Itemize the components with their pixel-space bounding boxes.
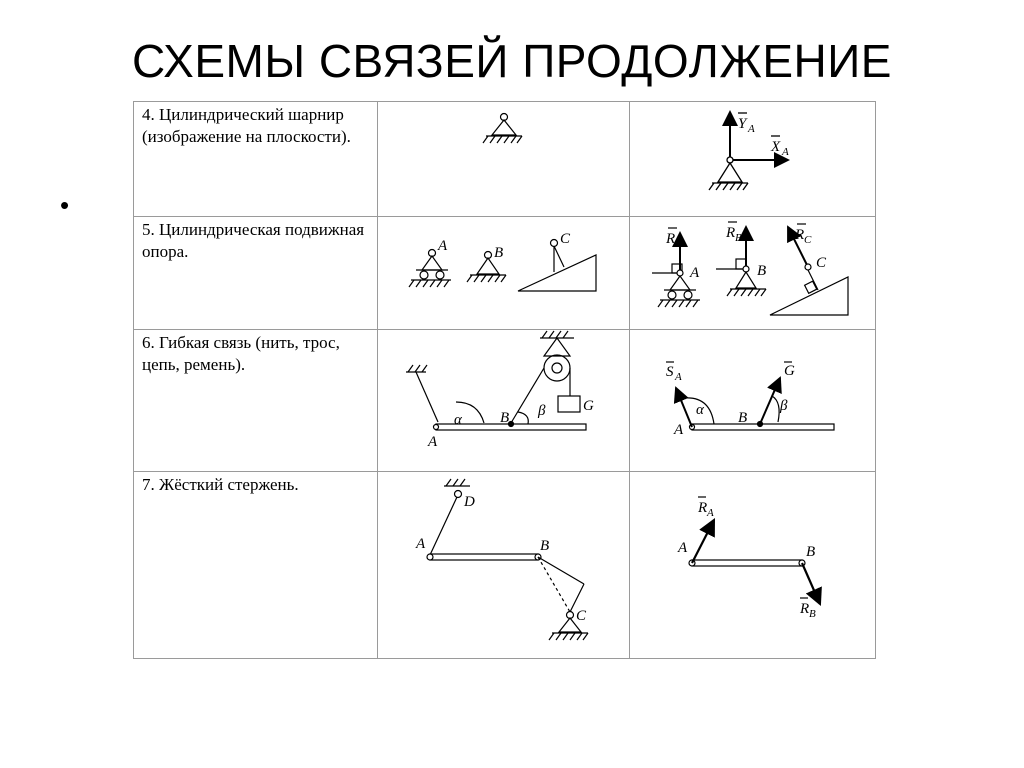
table-row	[134, 217, 876, 330]
reaction-point-a: A	[690, 265, 700, 281]
scheme-cell	[378, 330, 630, 472]
scheme-label-b: B	[500, 410, 510, 426]
reaction-label-y: Y	[738, 116, 747, 132]
roller-support-scheme	[378, 217, 629, 329]
scheme-label-a: A	[438, 238, 448, 254]
scheme-label-beta: β	[538, 403, 546, 419]
scheme-cell	[378, 472, 630, 659]
reaction-point-b: B	[806, 544, 816, 560]
row-description: 6. Гибкая связь (нить, трос, цепь, ремень).	[142, 333, 340, 374]
scheme-label-d: D	[464, 494, 475, 510]
pin-joint-reactions	[630, 102, 875, 216]
rigid-rod-scheme	[378, 472, 629, 658]
reaction-label-a: R	[666, 231, 676, 247]
scheme-label-a: A	[416, 536, 426, 552]
reaction-label-beta: β	[780, 398, 788, 414]
reaction-label-ra: R	[698, 500, 708, 516]
table-row	[134, 102, 876, 217]
reaction-cell	[630, 102, 876, 217]
row-description: 5. Цилиндрическая подвижная опора.	[142, 220, 365, 261]
table-row	[134, 472, 876, 659]
reaction-sub-b: B	[735, 232, 742, 244]
row-description: 7. Жёсткий стержень.	[142, 475, 299, 494]
scheme-label-c: C	[560, 231, 571, 247]
reaction-point-a: A	[674, 422, 684, 438]
scheme-label-a: A	[428, 434, 438, 450]
scheme-cell	[378, 217, 630, 330]
reaction-sub-c: C	[804, 234, 812, 246]
scheme-cell	[378, 102, 630, 217]
reaction-label-b: R	[726, 225, 736, 241]
reaction-label-rb: R	[800, 601, 810, 617]
flexible-link-reactions	[630, 330, 875, 471]
bullet-point: •	[60, 190, 70, 220]
scheme-label-g: G	[583, 398, 594, 414]
reaction-label-c: R	[795, 227, 805, 243]
reaction-label-g: G	[784, 363, 795, 379]
pin-joint-scheme	[378, 102, 629, 216]
reaction-sub-a: A	[675, 238, 682, 250]
reaction-label-x: X	[771, 139, 781, 155]
reaction-cell	[630, 217, 876, 330]
scheme-label-c: C	[576, 608, 587, 624]
reaction-sub-rb: B	[809, 608, 816, 620]
reaction-label-sub: A	[782, 146, 789, 158]
table-row	[134, 330, 876, 472]
reaction-point-b: B	[757, 263, 767, 279]
rigid-rod-reactions	[630, 472, 875, 658]
reaction-sub-ra: A	[707, 507, 714, 519]
scheme-label-b: B	[540, 538, 550, 554]
roller-support-reactions	[630, 217, 875, 329]
flexible-link-scheme	[378, 330, 629, 471]
description-cell	[134, 217, 378, 330]
reaction-label-sub: A	[748, 123, 755, 135]
reaction-point-a: A	[678, 540, 688, 556]
reaction-point-b: B	[738, 410, 748, 426]
description-cell	[134, 102, 378, 217]
row-description: 4. Цилиндрический шарнир (изображение на плоскости).	[142, 105, 351, 146]
reaction-point-c: C	[816, 255, 827, 271]
reaction-cell	[630, 472, 876, 659]
scheme-label-b: B	[494, 245, 504, 261]
reaction-cell	[630, 330, 876, 472]
description-cell	[134, 472, 378, 659]
description-cell	[134, 330, 378, 472]
scheme-label-alpha: α	[454, 412, 462, 428]
reaction-label-s: S	[666, 364, 674, 380]
reaction-label-alpha: α	[696, 402, 704, 418]
slide-title: СХЕМЫ СВЯЗЕЙ ПРОДОЛЖЕНИЕ	[132, 35, 892, 87]
reaction-sub-s: A	[675, 371, 682, 383]
constraints-table	[133, 101, 876, 659]
